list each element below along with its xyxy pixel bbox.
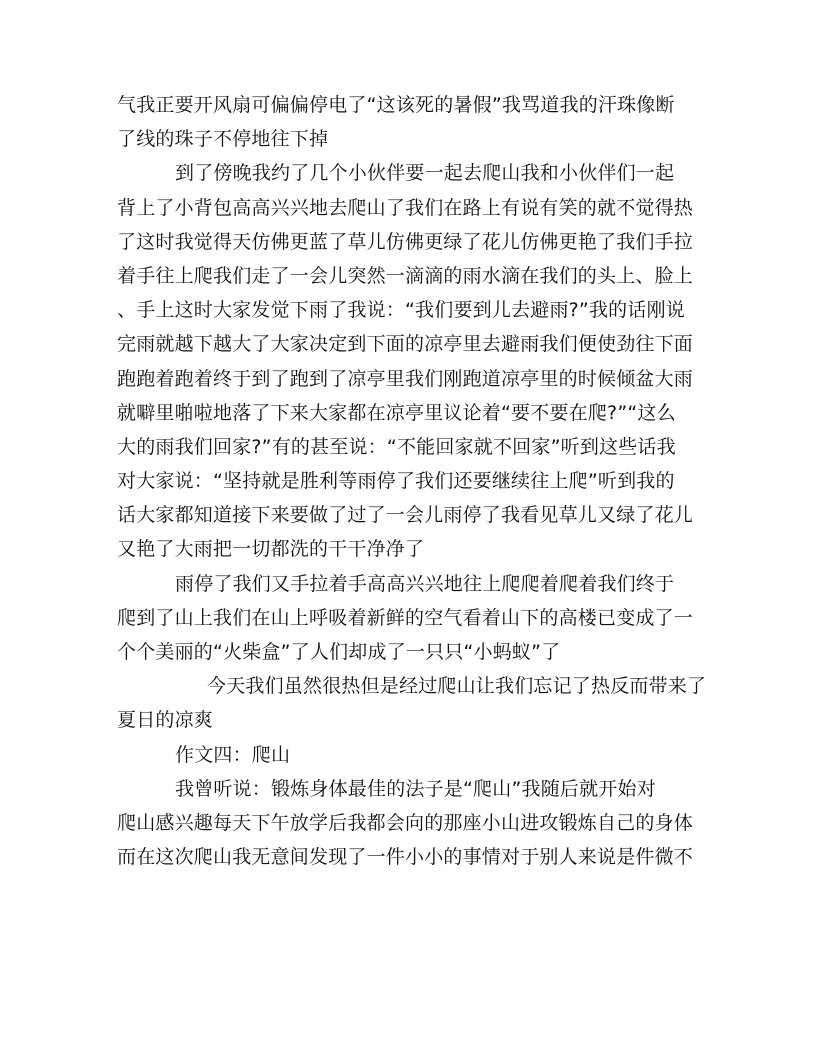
text-line-12: 对大家说：“坚持就是胜利等雨停了我们还要继续往上爬”听到我的 (117, 470, 675, 493)
essay-heading: 作文四：爬山 (175, 743, 291, 766)
paragraph-start-conclusion: 今天我们虽然很热但是经过爬山让我们忘记了热反而带来了 (207, 675, 707, 698)
text-line-17: 个个美丽的“火柴盒”了人们却成了一只只“小蚂蚁”了 (117, 641, 561, 663)
paragraph-start-evening-climb: 到了傍晚我约了几个小伙伴要一起去爬山我和小伙伴们一起 (175, 162, 675, 185)
text-line-16: 爬到了山上我们在山上呼吸着新鲜的空气看着山下的高楼已变成了一 (117, 606, 694, 629)
text-line-19: 夏日的凉爽 (117, 709, 214, 732)
text-line-13: 话大家都知道接下来要做了过了一会儿雨停了我看见草儿又绿了花儿 (117, 504, 694, 527)
text-line-23: 而在这次爬山我无意间发现了一件小小的事情对于别人来说是件微不 (117, 846, 694, 869)
text-line-4: 背上了小背包高高兴兴地去爬山了我们在路上有说有笑的就不觉得热 (117, 196, 694, 219)
paragraph-start-after-rain: 雨停了我们又手拉着手高高兴兴地往上爬爬着爬着我们终于 (175, 572, 675, 595)
text-line-5: 了这时我觉得天仿佛更蓝了草儿仿佛更绿了花儿仿佛更艳了我们手拉 (117, 230, 694, 253)
paragraph-start-essay-four: 我曾听说：锻炼身体最佳的法子是“爬山”我随后就开始对 (175, 777, 656, 800)
text-line-22: 爬山感兴趣每天下午放学后我都会向的那座小山进攻锻炼自己的身体 (117, 811, 694, 834)
text-line-14: 又艳了大雨把一切都洗的干干净净了 (117, 538, 425, 561)
text-line-9: 跑跑着跑着终于到了跑到了凉亭里我们刚跑道凉亭里的时候倾盆大雨 (117, 367, 694, 390)
text-line-6: 着手往上爬我们走了一会儿突然一滴滴的雨水滴在我们的头上、脸上 (117, 264, 694, 287)
text-line-1: 气我正要开风扇可偏偏停电了“这该死的暑假”我骂道我的汗珠像断 (117, 94, 675, 116)
essay-text (117, 88, 707, 874)
text-line-7: 、手上这时大家发觉下雨了我说：“我们要到儿去避雨?”我的话刚说 (117, 299, 685, 322)
text-line-10: 就噼里啪啦地落了下来大家都在凉亭里议论着“要不要在爬?”“这么 (117, 401, 676, 424)
text-line-11: 大的雨我们回家?”有的甚至说：“不能回家就不回家”听到这些话我 (117, 435, 676, 458)
text-line-2: 了线的珠子不停地往下掉 (117, 128, 329, 151)
text-line-8: 完雨就越下越大了大家决定到下面的凉亭里去避雨我们便使劲往下面 (117, 333, 694, 356)
